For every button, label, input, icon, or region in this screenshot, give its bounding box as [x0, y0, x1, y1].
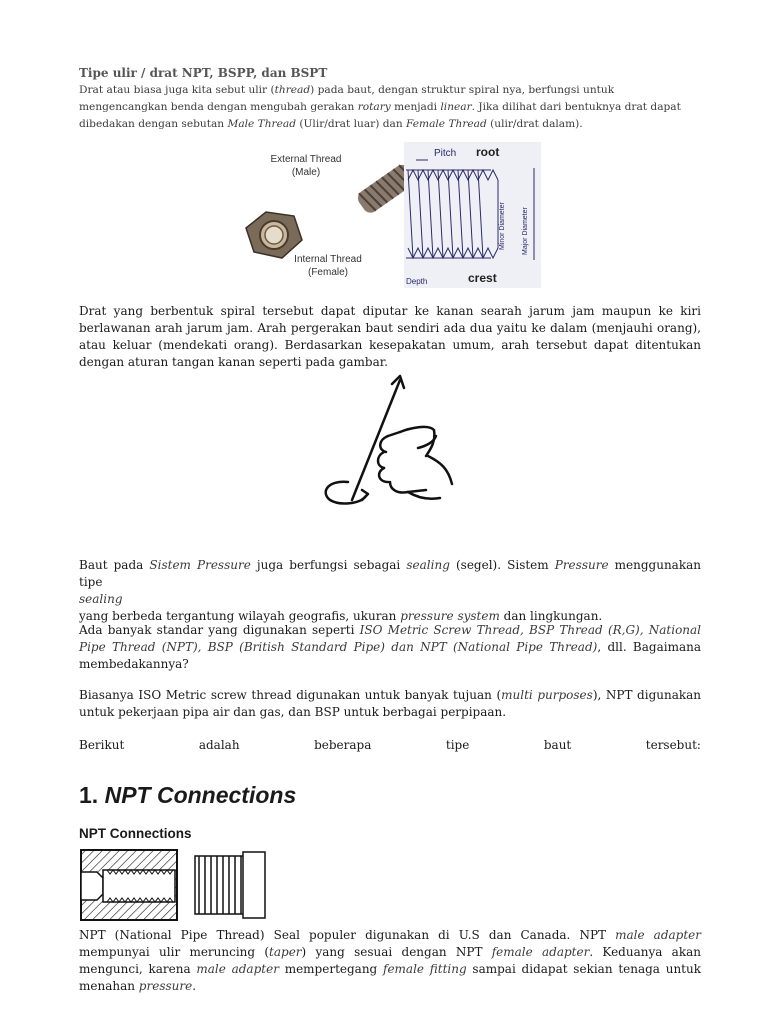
- thread-diagram: [236, 140, 542, 290]
- thread-profile-panel: [404, 142, 541, 288]
- hex-nut-image: [246, 212, 302, 258]
- npt-male-adapter: [195, 852, 265, 918]
- thread-figure: [236, 140, 542, 290]
- external-thread-label: External Thread: [270, 154, 342, 165]
- major-diameter-label: Major Diameter: [522, 207, 529, 255]
- internal-thread-sub: (Female): [307, 267, 349, 278]
- right-hand-rule-figure: [318, 372, 458, 508]
- usage-paragraph: Biasanya ISO Metric screw thread digunakan untuk banyak tujuan (multi purposes), NPT digunakan untuk pekerjaan pipa air dan gas, dan BSP untuk berbagai perpipaan.: [79, 688, 702, 719]
- internal-thread-label: Internal Thread: [294, 254, 362, 265]
- intro-paragraph: Drat atau biasa juga kita sebut ulir (thread) pada baut, dengan struktur spiral nya, berfungsi untuk mengencangkan benda dengan mengubah gerakan rotary menjadi linear. Jika dilihat dari bentuknya drat dapat dibedakan dengan sebutan Male Thread (Ulir/drat luar) dan Female Thread (ulir/drat dalam).: [79, 84, 681, 130]
- crest-label: crest: [468, 271, 497, 285]
- external-thread-sub: (Male): [291, 167, 321, 178]
- section-title: Tipe ulir / drat NPT, BSPP, dan BSPT: [79, 66, 328, 80]
- root-label: root: [476, 145, 500, 159]
- npt-figure: [79, 826, 279, 922]
- npt-figure-label: NPT Connections: [79, 826, 192, 841]
- section-heading: 1. NPT Connections: [79, 782, 297, 808]
- npt-drawing: [79, 848, 279, 922]
- sealing-paragraph: Baut pada Sistem Pressure juga berfungsi sebagai sealing (segel). Sistem Pressure menggunakan tipe sealing yang berbeda tergantung wilayah geografis, ukuran pressure system dan lingkungan.: [79, 558, 701, 623]
- types-intro-line: Berikut adalah beberapa tipe baut tersebut:: [79, 738, 701, 752]
- right-hand-rule-drawing: [318, 372, 458, 508]
- standards-paragraph: Ada banyak standar yang digunakan seperti ISO Metric Screw Thread, BSP Thread (R,G), National Pipe Thread (NPT), BSP (British Standard Pipe) dan NPT (National Pipe Thread), dll. Bagaimana membedakannya?: [79, 623, 702, 671]
- npt-paragraph: NPT (National Pipe Thread) Seal populer digunakan di U.S dan Canada. NPT male adapter mempunyai ulir meruncing (taper) yang sesuai dengan NPT female adapter. Keduanya akan mengunci, karena male adapter mempertegang female fitting sampai didapat sekian tenaga untuk menahan pressure.: [79, 928, 701, 993]
- spiral-paragraph: Drat yang berbentuk spiral tersebut dapat diputar ke kanan searah jarum jam maupun ke kiri berlawanan arah jarum jam. Arah pergerakan baut sendiri ada dua yaitu ke dalam (menjauhi orang), atau keluar (mendekati orang). Berdasarkan kesepakatan umum, arah tersebut dapat ditentukan dengan aturan tangan kanan seperti pada gambar.: [79, 304, 701, 369]
- minor-diameter-label: Minor Diameter: [499, 202, 506, 250]
- depth-label: Depth: [406, 277, 428, 286]
- pitch-label: Pitch: [434, 148, 457, 159]
